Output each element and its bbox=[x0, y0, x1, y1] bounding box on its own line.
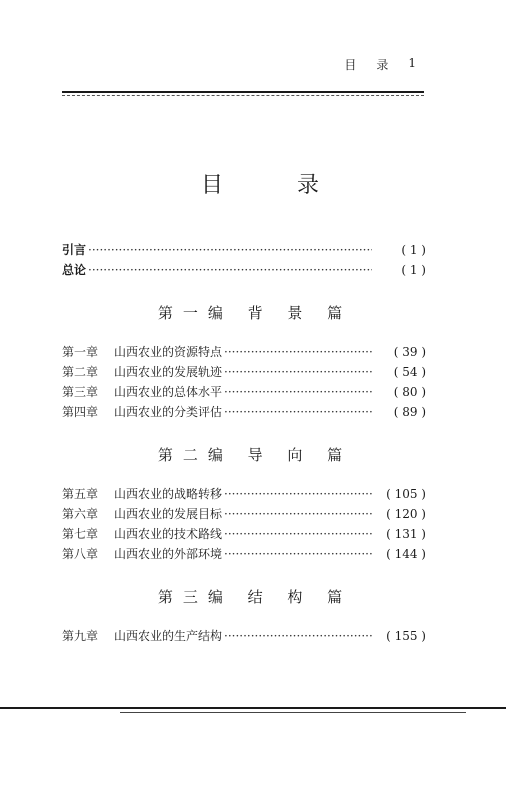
footer-rule bbox=[0, 707, 506, 709]
toc-entry-page: ( 1 ) bbox=[401, 263, 426, 277]
toc-entry-title: 山西农业的发展目标 bbox=[114, 507, 223, 521]
part-heading: 第三编 结 构 篇 bbox=[157, 588, 353, 606]
toc-entry-title: 山西农业的资源特点 bbox=[114, 345, 223, 359]
header-label-b: 录 bbox=[376, 58, 391, 72]
toc-entry-page: ( 155 ) bbox=[386, 629, 426, 643]
running-header bbox=[344, 56, 418, 73]
leader-dots bbox=[224, 484, 372, 504]
toc-entry bbox=[62, 504, 426, 524]
toc-entry-page: ( 89 ) bbox=[393, 405, 426, 419]
toc-entry bbox=[62, 362, 426, 382]
leader-dots bbox=[224, 524, 372, 544]
toc-entry bbox=[62, 402, 426, 422]
toc-entry-title: 总论 bbox=[62, 263, 87, 277]
toc-entry-page: ( 39 ) bbox=[393, 345, 426, 359]
leader-dots bbox=[224, 504, 372, 524]
toc-entry bbox=[62, 484, 426, 504]
toc-entry bbox=[62, 524, 426, 544]
header-label-a: 目 bbox=[344, 58, 359, 72]
leader-dots bbox=[88, 240, 372, 260]
toc-entry-chapter: 第九章 bbox=[62, 629, 99, 643]
toc-entry-chapter: 第二章 bbox=[62, 365, 99, 379]
toc-entry-title: 山西农业的分类评估 bbox=[114, 405, 223, 419]
header-page-number: 1 bbox=[408, 56, 418, 70]
part-heading: 第二编 导 向 篇 bbox=[157, 446, 353, 464]
toc-entry bbox=[62, 626, 426, 646]
toc-entry bbox=[62, 382, 426, 402]
toc-entry-overview bbox=[62, 260, 426, 280]
footer-rule-secondary bbox=[120, 712, 466, 713]
toc-entry-chapter: 第五章 bbox=[62, 487, 99, 501]
header-rule bbox=[62, 91, 424, 93]
toc-entry-title: 山西农业的外部环境 bbox=[114, 547, 223, 561]
toc-entry-title: 山西农业的总体水平 bbox=[114, 385, 223, 399]
toc-entry-chapter: 第四章 bbox=[62, 405, 99, 419]
header-rule-secondary bbox=[62, 95, 424, 96]
toc-entry-chapter: 第八章 bbox=[62, 547, 99, 561]
toc-entry-chapter: 第一章 bbox=[62, 345, 99, 359]
leader-dots bbox=[224, 626, 372, 646]
toc-entry-chapter: 第六章 bbox=[62, 507, 99, 521]
toc-entry-page: ( 144 ) bbox=[386, 547, 426, 561]
toc-entry-intro bbox=[62, 240, 426, 260]
leader-dots bbox=[224, 362, 372, 382]
toc-entry-title: 山西农业的发展轨迹 bbox=[114, 365, 223, 379]
toc-entry-chapter: 第七章 bbox=[62, 527, 99, 541]
toc-entry-page: ( 131 ) bbox=[386, 527, 426, 541]
page-title: 目 录 bbox=[200, 173, 345, 198]
toc-entry bbox=[62, 544, 426, 564]
table-of-contents bbox=[62, 240, 426, 646]
toc-entry-chapter: 第三章 bbox=[62, 385, 99, 399]
toc-entry-title: 山西农业的战略转移 bbox=[114, 487, 223, 501]
leader-dots bbox=[88, 260, 372, 280]
toc-entry-page: ( 105 ) bbox=[386, 487, 426, 501]
toc-entry-page: ( 120 ) bbox=[386, 507, 426, 521]
toc-entry bbox=[62, 342, 426, 362]
leader-dots bbox=[224, 402, 372, 422]
toc-entry-page: ( 1 ) bbox=[401, 243, 426, 257]
leader-dots bbox=[224, 544, 372, 564]
toc-entry-page: ( 54 ) bbox=[393, 365, 426, 379]
toc-entry-title: 山西农业的生产结构 bbox=[114, 629, 223, 643]
leader-dots bbox=[224, 382, 372, 402]
leader-dots bbox=[224, 342, 372, 362]
toc-entry-title: 山西农业的技术路线 bbox=[114, 527, 223, 541]
part-heading: 第一编 背 景 篇 bbox=[157, 304, 353, 322]
toc-entry-title: 引言 bbox=[62, 243, 87, 257]
toc-entry-page: ( 80 ) bbox=[393, 385, 426, 399]
